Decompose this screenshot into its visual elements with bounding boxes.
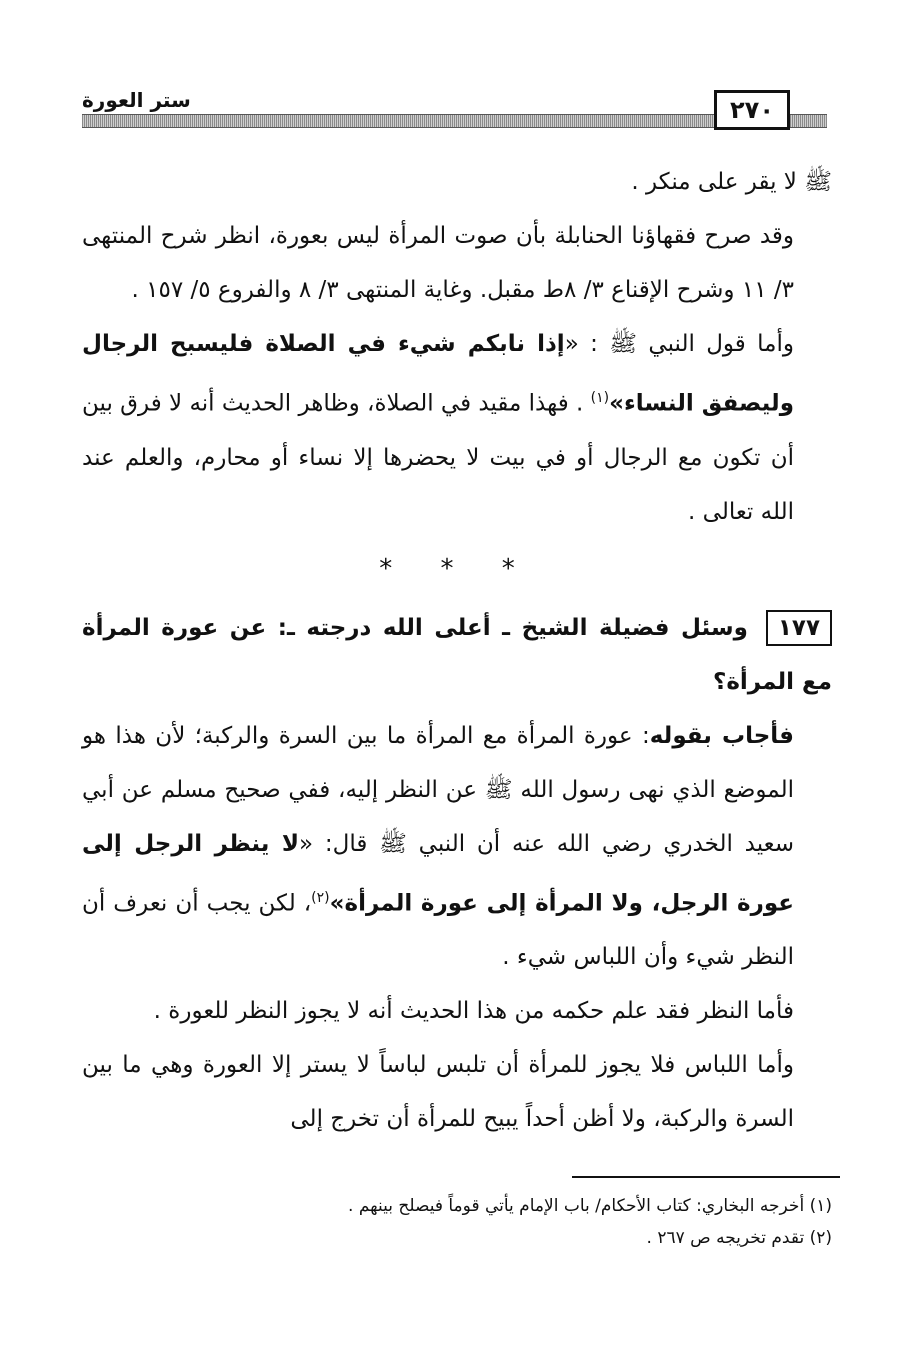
paragraph-libas: وأما اللباس فلا يجوز للمرأة أن تلبس لباساً لا يستر إلا العورة وهي ما بين السرة والركبة، ولا أظن أحداً يبيح للمرأة أن تخرج إلى xyxy=(82,1052,794,1133)
paragraph-hadith xyxy=(82,317,832,539)
answer-paragraph xyxy=(82,709,832,985)
question-paragraph xyxy=(82,601,832,709)
text-line: ﷺ لا يقر على منكر . xyxy=(631,169,832,195)
hadith2-close-quote: » xyxy=(329,890,345,917)
question-text: وسئل فضيلة الشيخ ـ أعلى الله درجته ـ: عن عورة المرأة مع المرأة؟ xyxy=(82,614,832,695)
question-number: ١٧٧ xyxy=(766,610,832,646)
answer-tail: ، لكن يجب أن نعرف أن النظر شيء وأن اللباس شيء . xyxy=(82,890,794,971)
footnote-ref-2: (٢) xyxy=(311,889,330,906)
hadith-intro: وأما قول النبي ﷺ : « xyxy=(564,331,794,357)
footnotes xyxy=(82,1190,832,1254)
hadith2-text: لا ينظر الرجل إلى عورة الرجل، ولا المرأة إلى عورة المرأة xyxy=(82,830,794,917)
footnote-1: (١) أخرجه البخاري: كتاب الأحكام/ باب الإمام يأتي قوماً فيصلح بينهم . xyxy=(348,1196,832,1216)
hadith-text: إذا نابكم شيء في الصلاة فليسبح الرجال وليصفق النساء xyxy=(82,331,794,417)
paragraph-nazar: فأما النظر فقد علم حكمه من هذا الحديث أنه لا يجوز النظر للعورة . xyxy=(153,998,794,1025)
page-number: ٢٧٠ xyxy=(714,90,790,130)
answer-lead: فأجاب بقوله xyxy=(649,722,794,749)
answer-text: : عورة المرأة مع المرأة ما بين السرة والركبة؛ لأن هذا هو الموضع الذي نهى رسول الله ﷺ عن النظر إليه، ففي صحيح مسلم عن أبي سعيد الخدري رضي الله عنه أن النبي ﷺ قال: « xyxy=(82,722,794,857)
footnote-rule xyxy=(572,1176,840,1178)
page-header xyxy=(82,86,827,132)
running-title: ستر العورة xyxy=(82,88,191,112)
footnote-ref-1: (١) xyxy=(590,390,610,406)
paragraph-hanabila: وقد صرح فقهاؤنا الحنابلة بأن صوت المرأة ليس بعورة، انظر شرح المنتهى ٣/ ١١ وشرح الإقناع ٣/ ٨ط مقبل. وغاية المنتهى ٣/ ٨ والفروع ٥/ ١٥٧ . xyxy=(82,223,794,303)
footnote-2: (٢) تقدم تخريجه ص ٢٦٧ . xyxy=(646,1228,832,1248)
paragraph-continuation xyxy=(82,155,832,209)
hadith-comment: . فهذا مقيد في الصلاة، وظاهر الحديث أنه لا فرق بين أن تكون مع الرجال أو في بيت لا يحضرها إلا نساء أو محارم، والعلم عند الله تعالى . xyxy=(82,390,794,525)
hadith-close-quote: » xyxy=(609,390,624,417)
page-body xyxy=(82,155,832,1146)
section-separator: * * * xyxy=(379,553,535,584)
